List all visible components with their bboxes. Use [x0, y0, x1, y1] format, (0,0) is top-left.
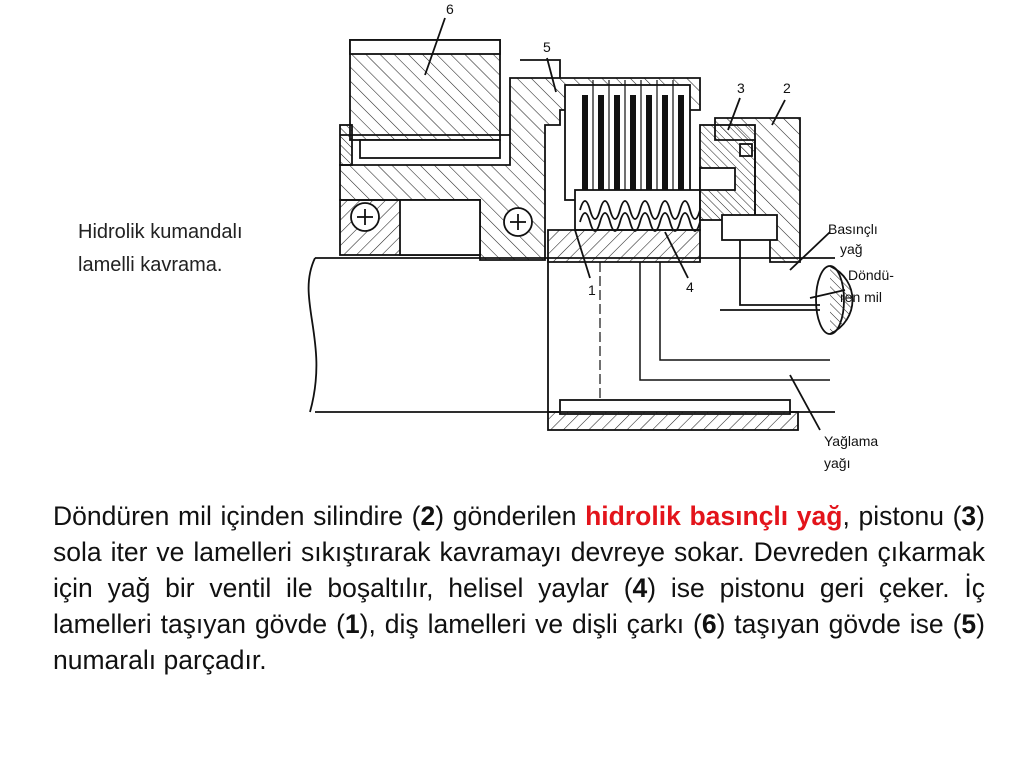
part-ref-6: 6: [701, 609, 717, 639]
text-segment: , pistonu (: [842, 501, 962, 531]
label-rotating-shaft-2: ren mil: [840, 289, 883, 305]
figure-caption: [78, 216, 298, 282]
text-segment: Döndüren mil içinden silindire (: [53, 501, 421, 531]
text-segment: ) taşıyan gövde ise (: [716, 609, 962, 639]
part-ref-2: 2: [420, 501, 436, 531]
label-pressure-oil-2: yağ: [840, 241, 863, 257]
part-ref-1: 1: [344, 609, 360, 639]
label-part-1: 1: [588, 282, 596, 298]
label-part-5: 5: [543, 39, 551, 55]
label-part-6: 6: [446, 1, 454, 17]
text-segment: ) numaralı parçadır.: [53, 609, 985, 675]
part-ref-4: 4: [632, 573, 648, 603]
gear-6: [350, 40, 500, 140]
label-lube-oil-2: yağı: [824, 455, 851, 471]
part-ref-5: 5: [961, 609, 977, 639]
figure-caption-line-1: Hidrolik kumandalı: [78, 221, 243, 243]
description-paragraph: [53, 498, 985, 678]
label-pressure-oil-1: Basınçlı: [828, 221, 878, 237]
label-lube-oil-1: Yağlama: [824, 433, 879, 449]
text-segment: ), diş lamelleri ve dişli çarkı (: [359, 609, 702, 639]
highlight-pressure-oil: hidrolik basınçlı yağ: [585, 501, 843, 531]
figure-caption-line-2: lamelli kavrama.: [78, 254, 223, 276]
text-segment: ) sola iter ve lamelleri sıkıştırarak kavramayı devreye sokar. Devreden çıkarmak için yağ bir ventil ile boşaltılır, helisel yaylar (: [53, 501, 985, 603]
shaft: [315, 258, 835, 412]
text-segment: ) ise pistonu geri çeker. İç lamelleri taşıyan gövde (: [53, 573, 985, 639]
label-rotating-shaft-1: Döndü-: [848, 267, 894, 283]
label-part-3: 3: [737, 80, 745, 96]
label-part-2: 2: [783, 80, 791, 96]
text-segment: ) gönderilen: [435, 501, 586, 531]
part-ref-3: 3: [961, 501, 977, 531]
label-part-4: 4: [686, 279, 694, 295]
